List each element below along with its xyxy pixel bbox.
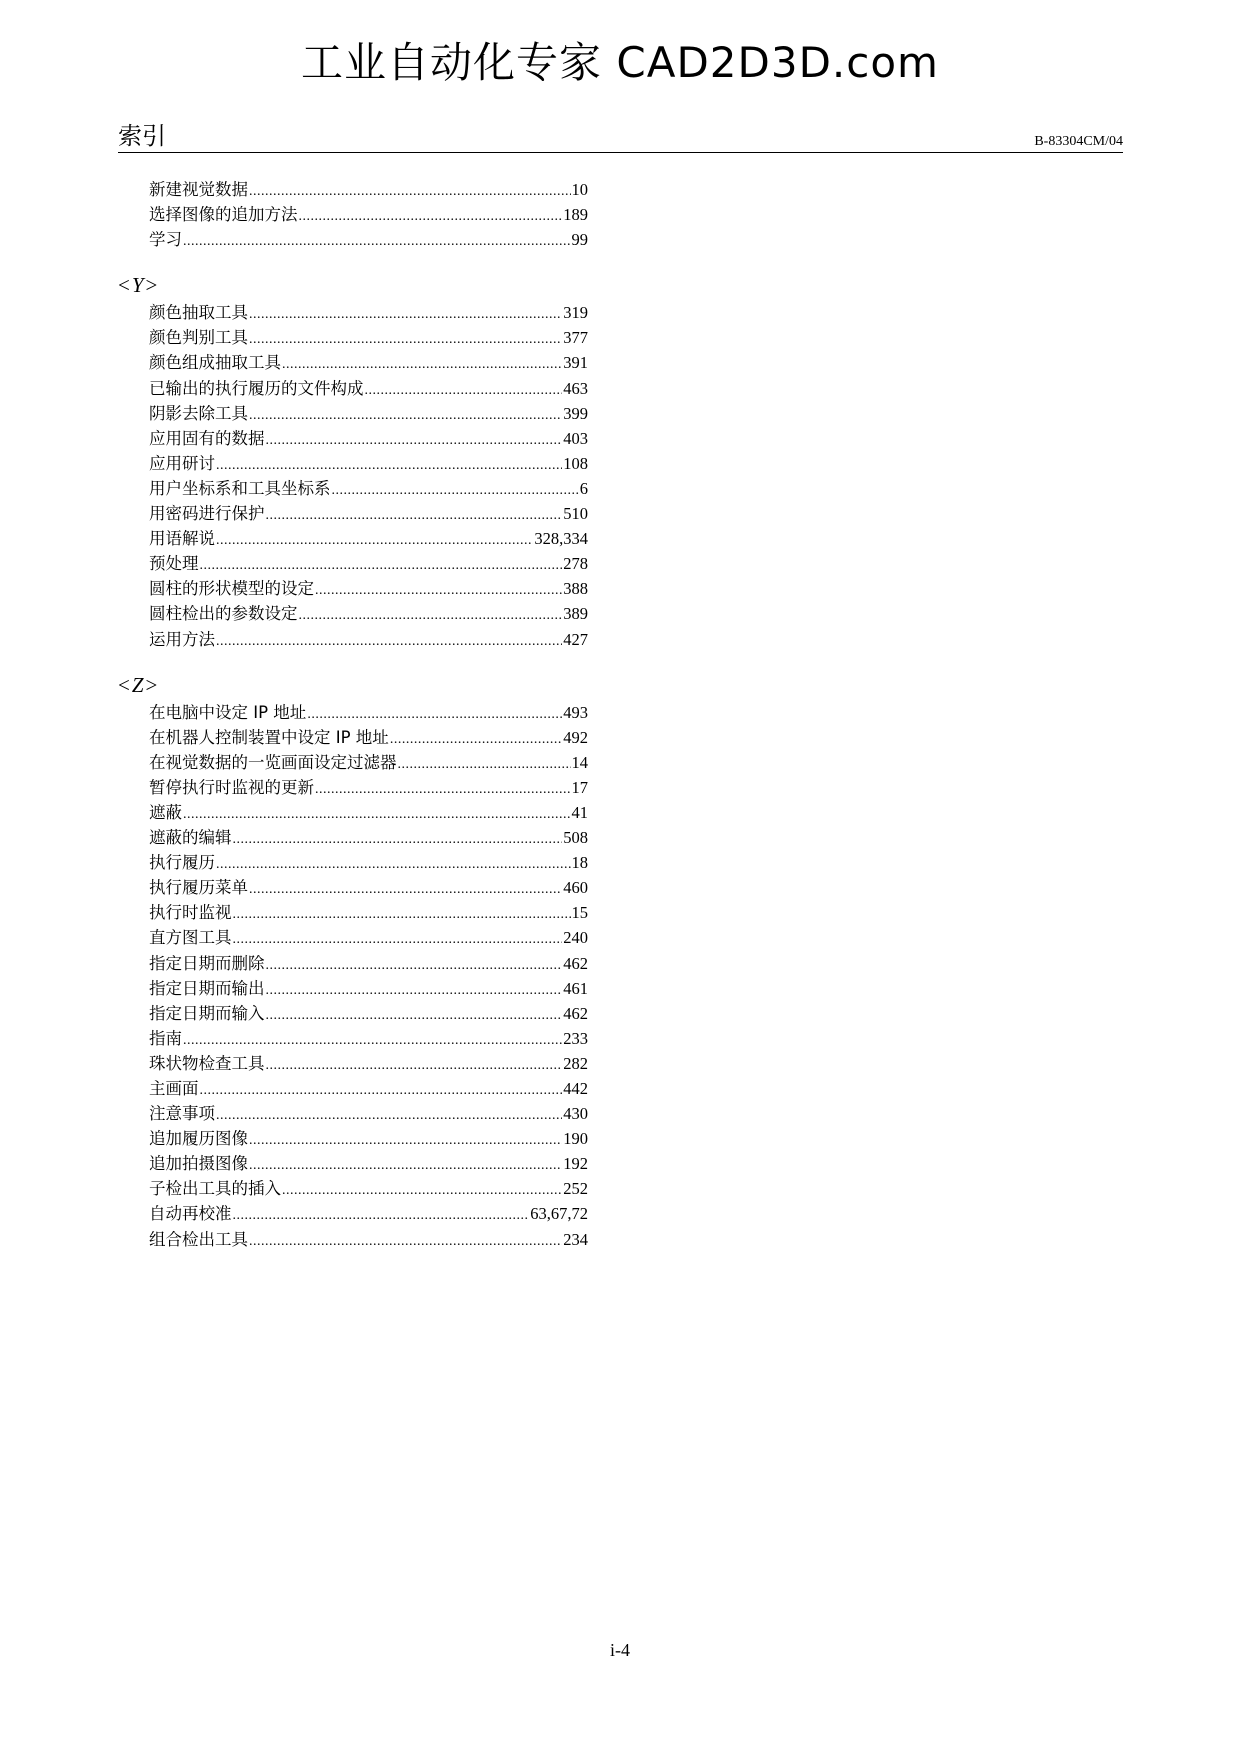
dot-leader <box>183 229 571 254</box>
index-term: 子检出工具的插入 <box>149 1179 281 1199</box>
index-term: 圆柱的形状模型的设定 <box>149 579 314 599</box>
dot-leader <box>249 1128 562 1153</box>
page-header <box>118 122 1123 153</box>
index-page-ref: 17 <box>571 777 588 797</box>
index-page-ref: 18 <box>571 853 588 873</box>
section-bracket-close: > <box>145 273 158 298</box>
index-page-ref: 492 <box>563 727 588 747</box>
index-page-ref: 252 <box>563 1179 588 1199</box>
index-page-ref: 442 <box>563 1079 588 1098</box>
index-page-ref: 427 <box>563 629 588 649</box>
index-term: 指南 <box>149 1028 182 1048</box>
index-term: 直方图工具 <box>149 928 232 948</box>
index-page-ref: 190 <box>563 1129 588 1149</box>
dot-leader <box>307 702 562 727</box>
index-page-ref: 240 <box>563 928 588 948</box>
dot-leader <box>183 1028 562 1053</box>
index-term: 暂停执行时监视的更新 <box>149 777 314 797</box>
index-term: 颜色抽取工具 <box>149 303 248 323</box>
index-page-ref: 10 <box>571 180 588 199</box>
index-entry[interactable] <box>118 376 588 401</box>
index-entry[interactable] <box>118 976 588 1001</box>
index-term: 用密码进行保护 <box>149 504 265 524</box>
dot-leader <box>332 478 579 503</box>
index-page-ref: 15 <box>571 903 588 923</box>
index-entry[interactable] <box>118 700 588 725</box>
index-term: 运用方法 <box>149 629 215 649</box>
index-term: 自动再校准 <box>149 1204 232 1224</box>
dot-leader <box>216 528 533 553</box>
dot-leader <box>398 752 571 777</box>
dot-leader <box>315 578 562 603</box>
index-entry[interactable] <box>118 1051 588 1076</box>
index-entry[interactable] <box>118 800 588 825</box>
index-section <box>118 177 588 252</box>
index-term: 指定日期而输出 <box>149 978 265 998</box>
index-term: 遮蔽的编辑 <box>149 828 232 848</box>
index-page-ref: 319 <box>563 303 588 323</box>
index-entry[interactable] <box>118 627 588 652</box>
index-term: 执行履历菜单 <box>149 878 248 898</box>
index-entry[interactable] <box>118 875 588 900</box>
index-term: 在电脑中设定 IP 地址 <box>149 702 307 722</box>
section-letter: Z <box>131 672 144 697</box>
index-term: 执行时监视 <box>149 903 232 923</box>
dot-leader <box>266 428 563 453</box>
index-term: 珠状物检查工具 <box>149 1053 265 1073</box>
dot-leader <box>266 1053 563 1078</box>
index-entry[interactable] <box>118 202 588 227</box>
section-bracket-open: < <box>118 273 130 298</box>
index-page-ref: 6 <box>579 478 588 498</box>
index-page-ref: 493 <box>563 702 588 722</box>
index-page-ref: 388 <box>563 579 588 599</box>
index-term: 已输出的执行履历的文件构成 <box>149 378 364 398</box>
index-page-ref: 108 <box>563 453 588 473</box>
index-term: 执行履历 <box>149 853 215 873</box>
index-entry[interactable] <box>118 401 588 426</box>
index-term: 指定日期而输入 <box>149 1003 265 1023</box>
index-page-ref: 461 <box>563 978 588 998</box>
index-page-ref: 99 <box>571 230 588 250</box>
index-term: 用户坐标系和工具坐标系 <box>149 478 331 498</box>
index-entry[interactable] <box>118 775 588 800</box>
index-list <box>118 177 588 1252</box>
index-entry[interactable] <box>118 451 588 476</box>
section-heading <box>118 272 588 298</box>
dot-leader <box>249 179 571 204</box>
index-page-ref: 328,334 <box>534 529 588 549</box>
index-entry[interactable] <box>118 900 588 925</box>
index-entry[interactable] <box>118 1076 588 1101</box>
index-entry[interactable] <box>118 526 588 551</box>
index-term: 遮蔽 <box>149 802 182 822</box>
section-letter: Y <box>131 273 144 298</box>
index-page-ref: 377 <box>563 328 588 348</box>
header-title: 索引 <box>118 122 166 150</box>
index-entry[interactable] <box>118 925 588 950</box>
index-page-ref: 233 <box>563 1028 588 1048</box>
index-entry[interactable] <box>118 227 588 252</box>
index-entry[interactable] <box>118 350 588 375</box>
dot-leader <box>266 978 563 1003</box>
dot-leader <box>249 403 562 428</box>
index-term: 组合检出工具 <box>149 1229 248 1249</box>
index-page-ref: 282 <box>563 1053 588 1073</box>
index-page-ref: 403 <box>563 428 588 448</box>
dot-leader <box>249 1229 562 1254</box>
index-entry[interactable] <box>118 601 588 626</box>
index-entry[interactable] <box>118 426 588 451</box>
index-entry[interactable] <box>118 325 588 350</box>
index-page-ref: 399 <box>563 403 588 423</box>
index-page-ref: 63,67,72 <box>530 1204 588 1224</box>
index-page-ref: 389 <box>563 604 588 624</box>
index-entry[interactable] <box>118 1126 588 1151</box>
index-page-ref: 234 <box>563 1229 588 1249</box>
index-entry[interactable] <box>118 1001 588 1026</box>
index-section <box>118 672 588 1252</box>
dot-leader <box>216 453 562 478</box>
dot-leader <box>282 1178 562 1203</box>
dot-leader <box>216 629 562 654</box>
dot-leader <box>266 1003 563 1028</box>
dot-leader <box>299 204 563 229</box>
dot-leader <box>299 603 563 628</box>
dot-leader <box>200 1078 563 1103</box>
index-page-ref: 510 <box>563 504 588 524</box>
index-page-ref: 278 <box>563 554 588 574</box>
index-term: 注意事项 <box>149 1104 215 1124</box>
index-entry[interactable] <box>118 951 588 976</box>
index-term: 阴影去除工具 <box>149 403 248 423</box>
index-entry[interactable] <box>118 476 588 501</box>
index-entry[interactable] <box>118 177 588 202</box>
index-entry[interactable] <box>118 551 588 576</box>
index-term: 在视觉数据的一览画面设定过滤器 <box>149 752 397 772</box>
dot-leader <box>216 852 571 877</box>
index-term: 学习 <box>149 230 182 250</box>
index-section <box>118 272 588 651</box>
index-term: 追加履历图像 <box>149 1129 248 1149</box>
index-page-ref: 41 <box>571 802 588 822</box>
index-page-ref: 192 <box>563 1154 588 1174</box>
index-term: 应用研讨 <box>149 453 215 473</box>
index-entry[interactable] <box>118 1201 588 1226</box>
index-entry[interactable] <box>118 825 588 850</box>
dot-leader <box>249 327 562 352</box>
index-entry[interactable] <box>118 1026 588 1051</box>
dot-leader <box>249 1153 562 1178</box>
index-term: 颜色判别工具 <box>149 328 248 348</box>
index-entry[interactable] <box>118 300 588 325</box>
index-page-ref: 189 <box>563 205 588 225</box>
index-page-ref: 430 <box>563 1104 588 1124</box>
index-term: 预处理 <box>149 554 199 574</box>
index-entry[interactable] <box>118 501 588 526</box>
dot-leader <box>183 802 571 827</box>
index-entry[interactable] <box>118 850 588 875</box>
index-entry[interactable] <box>118 1151 588 1176</box>
dot-leader <box>233 827 563 852</box>
watermark-banner: 工业自动化专家 CAD2D3D.com <box>301 38 939 87</box>
section-heading <box>118 672 588 698</box>
index-entry[interactable] <box>118 576 588 601</box>
index-entry[interactable] <box>118 725 588 750</box>
dot-leader <box>249 302 562 327</box>
dot-leader <box>266 953 563 978</box>
dot-leader <box>390 727 562 752</box>
section-bracket-close: > <box>145 672 158 697</box>
index-page-ref: 508 <box>563 828 588 848</box>
index-term: 主画面 <box>149 1079 199 1098</box>
index-term: 选择图像的追加方法 <box>149 205 298 225</box>
index-entry[interactable] <box>118 1227 588 1252</box>
index-entry[interactable] <box>118 1176 588 1201</box>
index-page-ref: 462 <box>563 1003 588 1023</box>
index-term: 颜色组成抽取工具 <box>149 353 281 373</box>
index-term: 在机器人控制装置中设定 IP 地址 <box>149 727 389 747</box>
dot-leader <box>249 877 562 902</box>
dot-leader <box>282 352 562 377</box>
dot-leader <box>200 553 563 578</box>
index-entry[interactable] <box>118 750 588 775</box>
dot-leader <box>266 503 563 528</box>
dot-leader <box>216 1103 562 1128</box>
index-page-ref: 463 <box>563 378 588 398</box>
index-term: 应用固有的数据 <box>149 428 265 448</box>
page-number: i-4 <box>610 1640 630 1660</box>
index-page-ref: 460 <box>563 878 588 898</box>
dot-leader <box>233 1203 530 1228</box>
dot-leader <box>365 378 563 403</box>
section-bracket-open: < <box>118 672 130 697</box>
index-page-ref: 391 <box>563 353 588 373</box>
document-code: B-83304CM/04 <box>1034 134 1123 149</box>
index-page-ref: 462 <box>563 953 588 973</box>
index-term: 圆柱检出的参数设定 <box>149 604 298 624</box>
index-term: 新建视觉数据 <box>149 180 248 199</box>
index-term: 用语解说 <box>149 529 215 549</box>
index-term: 追加拍摄图像 <box>149 1154 248 1174</box>
dot-leader <box>233 927 563 952</box>
dot-leader <box>315 777 571 802</box>
index-page-ref: 14 <box>571 752 588 772</box>
index-term: 指定日期而删除 <box>149 953 265 973</box>
index-entry[interactable] <box>118 1101 588 1126</box>
dot-leader <box>233 902 571 927</box>
